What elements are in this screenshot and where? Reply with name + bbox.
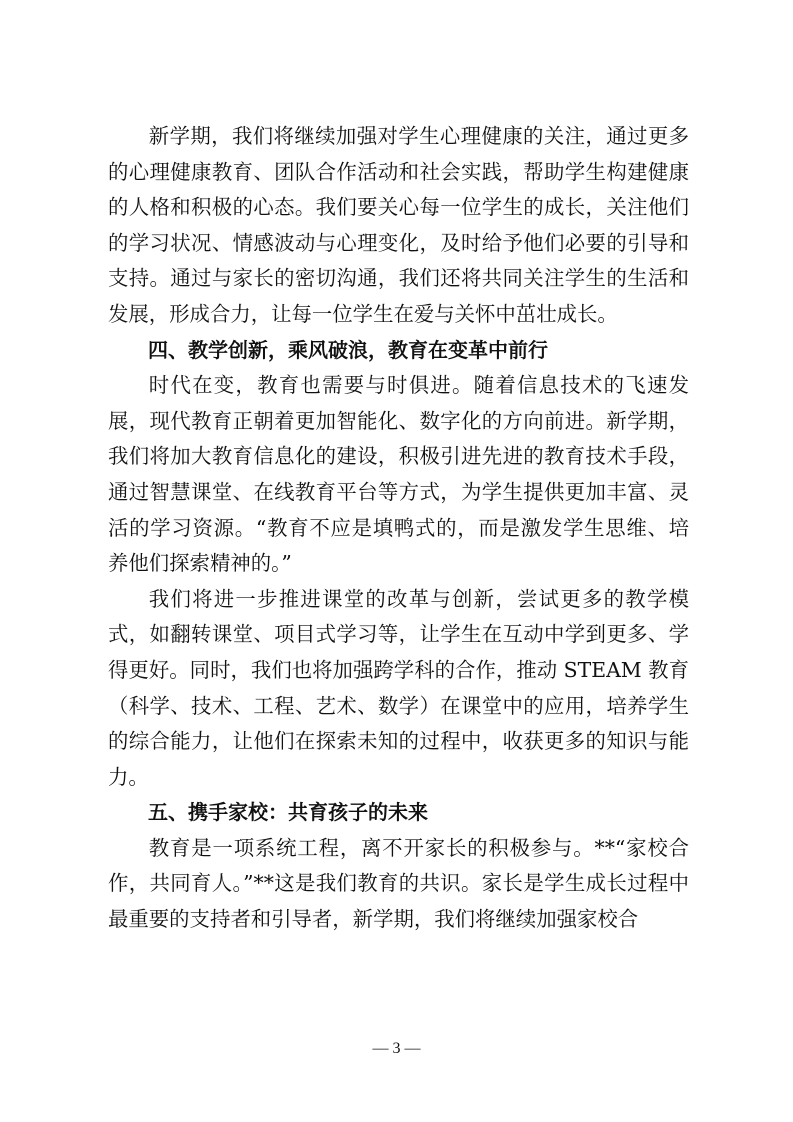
page-number: — 3 — (372, 1040, 421, 1057)
paragraph-mental-health: 新学期，我们将继续加强对学生心理健康的关注，通过更多的心理健康教育、团队合作活动和社会实践，帮助学生构建健康的人格和积极的心态。我们要关心每一位学生的成长，关注他们的学习状况、情感波动与心理变化，及时给予他们必要的引导和支持。通过与家长的密切沟通，我们还将共同关注学生的生活和发展，形成合力，让每一位学生在爱与关怀中茁壮成长。 (108, 124, 689, 326)
section-heading-5: 五、携手家校：共育孩子的未来 (148, 800, 428, 825)
paragraph-classroom-reform: 我们将进一步推进课堂的改革与创新，尝试更多的教学模式，如翻转课堂、项目式学习等，让学生在互动中学到更多、学得更好。同时，我们也将加强跨学科的合作，推动 STEAM 教育（科学、技术、工程、艺术、数学）在课堂中的应用，培养学生的综合能力，让他们在探索未知的过程中，收获更多的知识与能力。 (108, 586, 689, 789)
section-heading-4: 四、教学创新，乘风破浪，教育在变革中前行 (148, 337, 548, 362)
paragraph-home-school: 教育是一项系统工程，离不开家长的积极参与。**“家校合作，共同育人。”**这是我们教育的共识。家长是学生成长过程中最重要的支持者和引导者，新学期，我们将继续加强家校合 (108, 835, 689, 932)
paragraph-teaching-innovation: 时代在变，教育也需要与时俱进。随着信息技术的飞速发展，现代教育正朝着更加智能化、数字化的方向前进。新学期，我们将加大教育信息化的建设，积极引进先进的教育技术手段，通过智慧课堂、在线教育平台等方式，为学生提供更加丰富、灵活的学习资源。“教育不应是填鸭式的，而是激发学生思维、培养他们探索精神的。” (108, 373, 689, 576)
body-text (108, 119, 689, 938)
